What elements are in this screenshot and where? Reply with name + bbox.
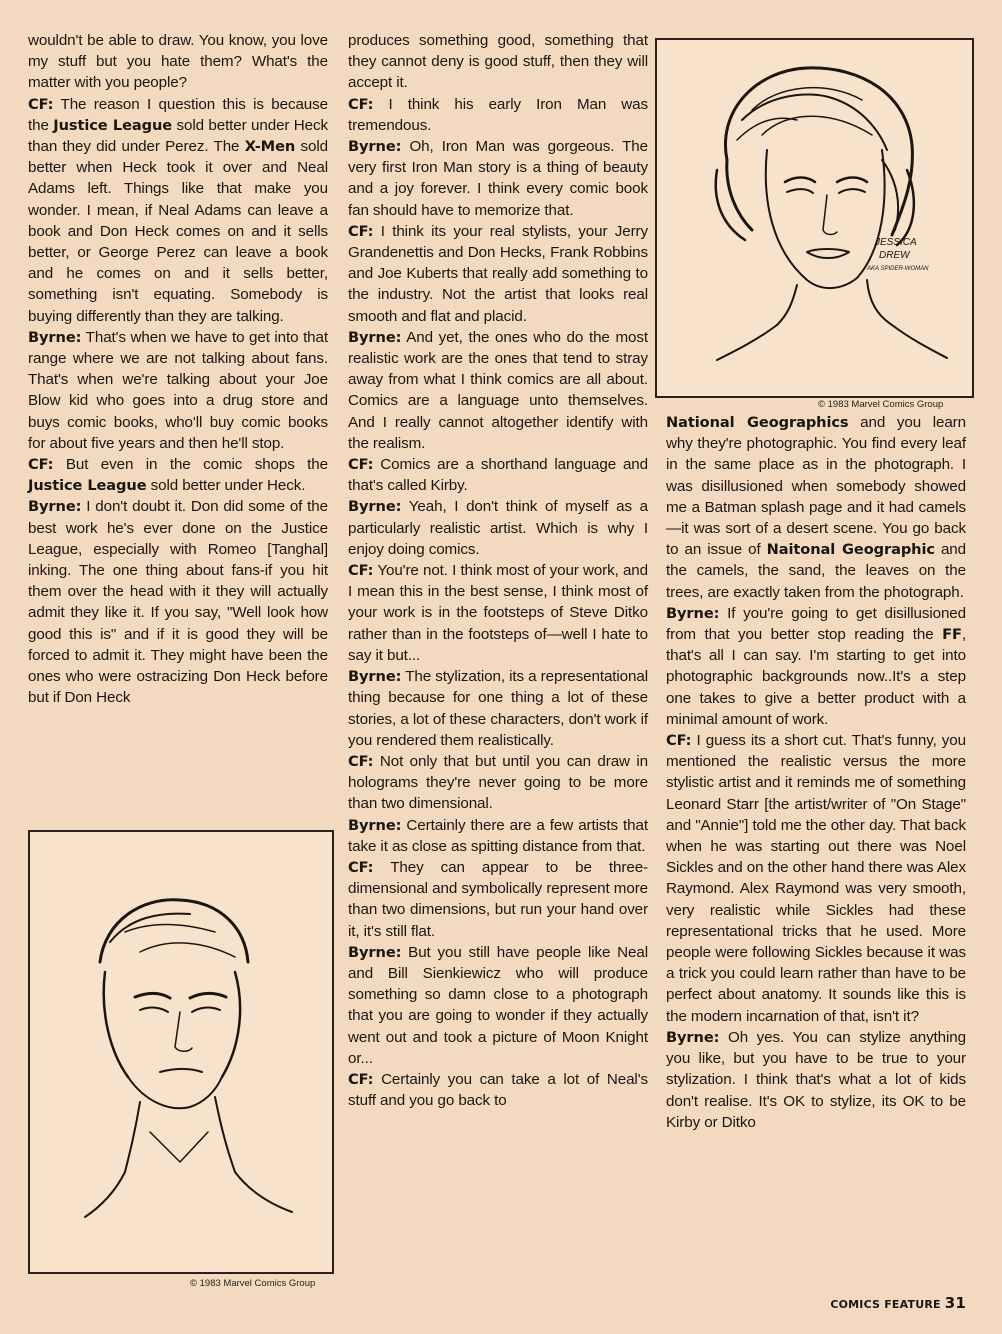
bold-title: Justice League: [53, 116, 173, 134]
speaker-label: Byrne:: [666, 604, 720, 622]
paragraph: [28, 30, 328, 94]
body-text: sold better under Heck.: [146, 477, 306, 495]
copyright-woman: © 1983 Marvel Comics Group: [818, 399, 944, 410]
speaker-label: CF:: [348, 562, 374, 580]
paragraph: [348, 560, 648, 666]
paragraph: [666, 1027, 966, 1133]
body-text: sold better when Heck took it over and Neal Adams left. Things like that make you wonder. I mean, if Neal Adams can leave a book and Don Heck comes on and it sells better, or George Perez can leave a book and he comes on and it sells better, something isn't equating. Somebody is buying differently than they are talking.: [28, 138, 328, 325]
body-text: I think its your real stylists, your Jerry Grandenettis and Don Hecks, Frank Robbins and Joe Kuberts that really add something to the industry. Not the artist that looks real smooth and flat and placid.: [348, 222, 648, 325]
body-text: and the camels, the sand, the leaves on the trees, are exactly taken from the photograph.: [666, 541, 966, 601]
paragraph: [348, 221, 648, 327]
article-column-1: [28, 30, 328, 709]
bold-title: National Geographics: [666, 414, 849, 431]
body-text: sold better under Heck than they did under Perez. The: [28, 116, 329, 156]
body-text: The reason I question this is because the: [28, 95, 328, 134]
paragraph: [348, 327, 648, 454]
body-text: Oh, Iron Man was gorgeous. The very first Iron Man story is a thing of beauty and a joy forever. I think every comic book fan should have to memorize that.: [348, 138, 648, 219]
speaker-label: CF:: [348, 95, 374, 113]
page-footer: [830, 1294, 966, 1312]
body-text: produces something good, something that they cannot deny is good stuff, then they will accept it.: [348, 32, 648, 92]
speaker-label: Byrne:: [348, 498, 402, 516]
copyright-man: © 1983 Marvel Comics Group: [190, 1278, 316, 1289]
body-text: Oh yes. You can stylize anything you like, but you have to be true to your stylization. I think that's what a lot of kids don't realise. It's OK to stylize, its OK to be Kirby or Ditko: [666, 1028, 966, 1131]
body-text: But even in the comic shops the: [53, 456, 328, 474]
article-column-2: [348, 30, 648, 1111]
paragraph: [666, 603, 966, 730]
paragraph: [28, 94, 328, 327]
article-column-3: [666, 412, 966, 1133]
body-text: Certainly you can take a lot of Neal's stuff and you go back to: [348, 1070, 648, 1110]
speaker-label: CF:: [348, 752, 374, 770]
paragraph: [666, 730, 966, 1027]
paragraph: [348, 94, 648, 136]
paragraph: [348, 815, 648, 857]
paragraph: [348, 30, 648, 94]
body-text: and you learn why they're photographic. You find every leaf in the same place as in the photograph. I was disillusioned when somebody showed me a Batman splash page and it had camels—it was sort of a desert scene. You go back to an issue of: [666, 414, 966, 559]
woman-portrait-drawing: [657, 40, 972, 396]
body-text: Yeah, I don't think of myself as a particularly realistic artist. Which is why I enjoy doing comics.: [348, 498, 648, 558]
man-portrait-drawing: [30, 832, 332, 1272]
body-text: That's when we have to get into that range where we are not talking about fans. That's when we're talking about your Joe Blow kid who goes into a drug store and buys comic books, who'll buy comic books for about five years and then he'll stop.: [28, 328, 328, 452]
body-text: You're not. I think most of your work, and I mean this in the best sense, I think most of your work is in the footsteps of Steve Ditko rather than in the footsteps of—well I hate to say it but...: [348, 562, 648, 664]
signature-alias: AKA SPIDER-WOMAN: [867, 266, 929, 272]
body-text: Comics are a shorthand language and that's called Kirby.: [348, 456, 648, 495]
signature-name: JESSICA: [875, 237, 917, 248]
page-number: 31: [944, 1294, 966, 1312]
bold-title: X-Men: [244, 138, 296, 156]
body-text: I don't doubt it. Don did some of the best work he's ever done on the Justice League, especially with Romeo [Tanghal] inking. The one thing about fans-if you hit them over the head with it they will actually admit they like it. If you say, "Well look how good this is" and if it is good they will be forced to admit it. They might have been the ones who were ostracizing Don Heck before but if Don Heck: [28, 498, 328, 707]
body-text: Not only that but until you can draw in holograms they're never going to be more than two dimensional.: [348, 752, 648, 813]
body-text: Certainly there are a few artists that take it as close as spitting distance from that.: [348, 816, 648, 855]
speaker-label: Byrne:: [666, 1028, 720, 1046]
speaker-label: CF:: [348, 1070, 374, 1088]
speaker-label: Byrne:: [348, 328, 402, 346]
body-text: But you still have people like Neal and Bill Sienkiewicz who will produce something so damn close to a photograph that you are going to wonder if they actually went out and took a picture of Moon Knight or...: [348, 943, 648, 1067]
paragraph: [348, 454, 648, 496]
speaker-label: CF:: [348, 222, 374, 240]
paragraph: [348, 496, 648, 560]
paragraph: [348, 751, 648, 815]
speaker-label: CF:: [348, 456, 374, 474]
speaker-label: CF:: [666, 732, 692, 750]
paragraph: [348, 666, 648, 751]
body-text: The stylization, its a representational thing because for one thing a lot of these stories, a lot of these characters, don't work if you rendered them realistically.: [348, 668, 648, 749]
body-text: , that's all I can say. I'm starting to get into photographic backgrounds now..It's a step one takes to give a better product with a minimal amount of work.: [666, 626, 966, 728]
body-text: And yet, the ones who do the most realistic work are the ones that tend to stray away from what I think comics are all about. Comics are a language unto themselves. And I really cannot altogether identify with the realism.: [348, 328, 648, 452]
body-text: I think his early Iron Man was tremendous.: [348, 95, 648, 134]
paragraph: [666, 412, 966, 603]
speaker-label: CF:: [348, 858, 374, 876]
body-text: wouldn't be able to draw. You know, you love my stuff but you hate them? What's the matter with you people?: [28, 32, 328, 92]
paragraph: [28, 454, 328, 496]
speaker-label: Byrne:: [348, 668, 402, 686]
bold-title: Naitonal Geographic: [766, 541, 935, 559]
speaker-label: Byrne:: [348, 816, 402, 834]
jessica-drew-illustration: [655, 38, 974, 398]
signature-name-2: DREW: [879, 250, 910, 261]
body-text: They can appear to be three-dimensional and symbolically represent more than two dimensions, but run your hand over it, it's still flat.: [348, 858, 648, 940]
paragraph: [348, 136, 648, 221]
body-text: I guess its a short cut. That's funny, you mentioned the realistic versus the more stylistic artist and it reminds me of something Leonard Starr [the artist/writer of "On Stage" and "Annie"] told me the other day. That back when he was starting out there was Noel Sickles and on the other hand there was Alex Raymond. Alex Raymond was very smooth, very realistic while Sickles had these representational tricks that he used. More people were following Sickles because it was a trick you could learn rather than have to be perfect about anatomy. It sounds like this is the modern incarnation of that, isn't it?: [666, 732, 966, 1025]
bold-title: FF: [942, 626, 962, 644]
speaker-label: CF:: [28, 95, 54, 113]
bold-title: Justice League: [28, 477, 147, 495]
paragraph: [348, 1069, 648, 1111]
speaker-label: Byrne:: [28, 328, 82, 346]
speaker-label: CF:: [28, 456, 54, 474]
magazine-name: COMICS FEATURE: [830, 1298, 941, 1311]
speaker-label: Byrne:: [28, 498, 82, 516]
paragraph: [28, 496, 328, 708]
speaker-label: Byrne:: [348, 943, 402, 961]
paragraph: [348, 942, 648, 1069]
speaker-label: Byrne:: [348, 138, 402, 156]
paragraph: [28, 327, 328, 454]
paragraph: [348, 857, 648, 942]
man-portrait-illustration: [28, 830, 334, 1274]
body-text: If you're going to get disillusioned from that you better stop reading the: [666, 604, 966, 644]
